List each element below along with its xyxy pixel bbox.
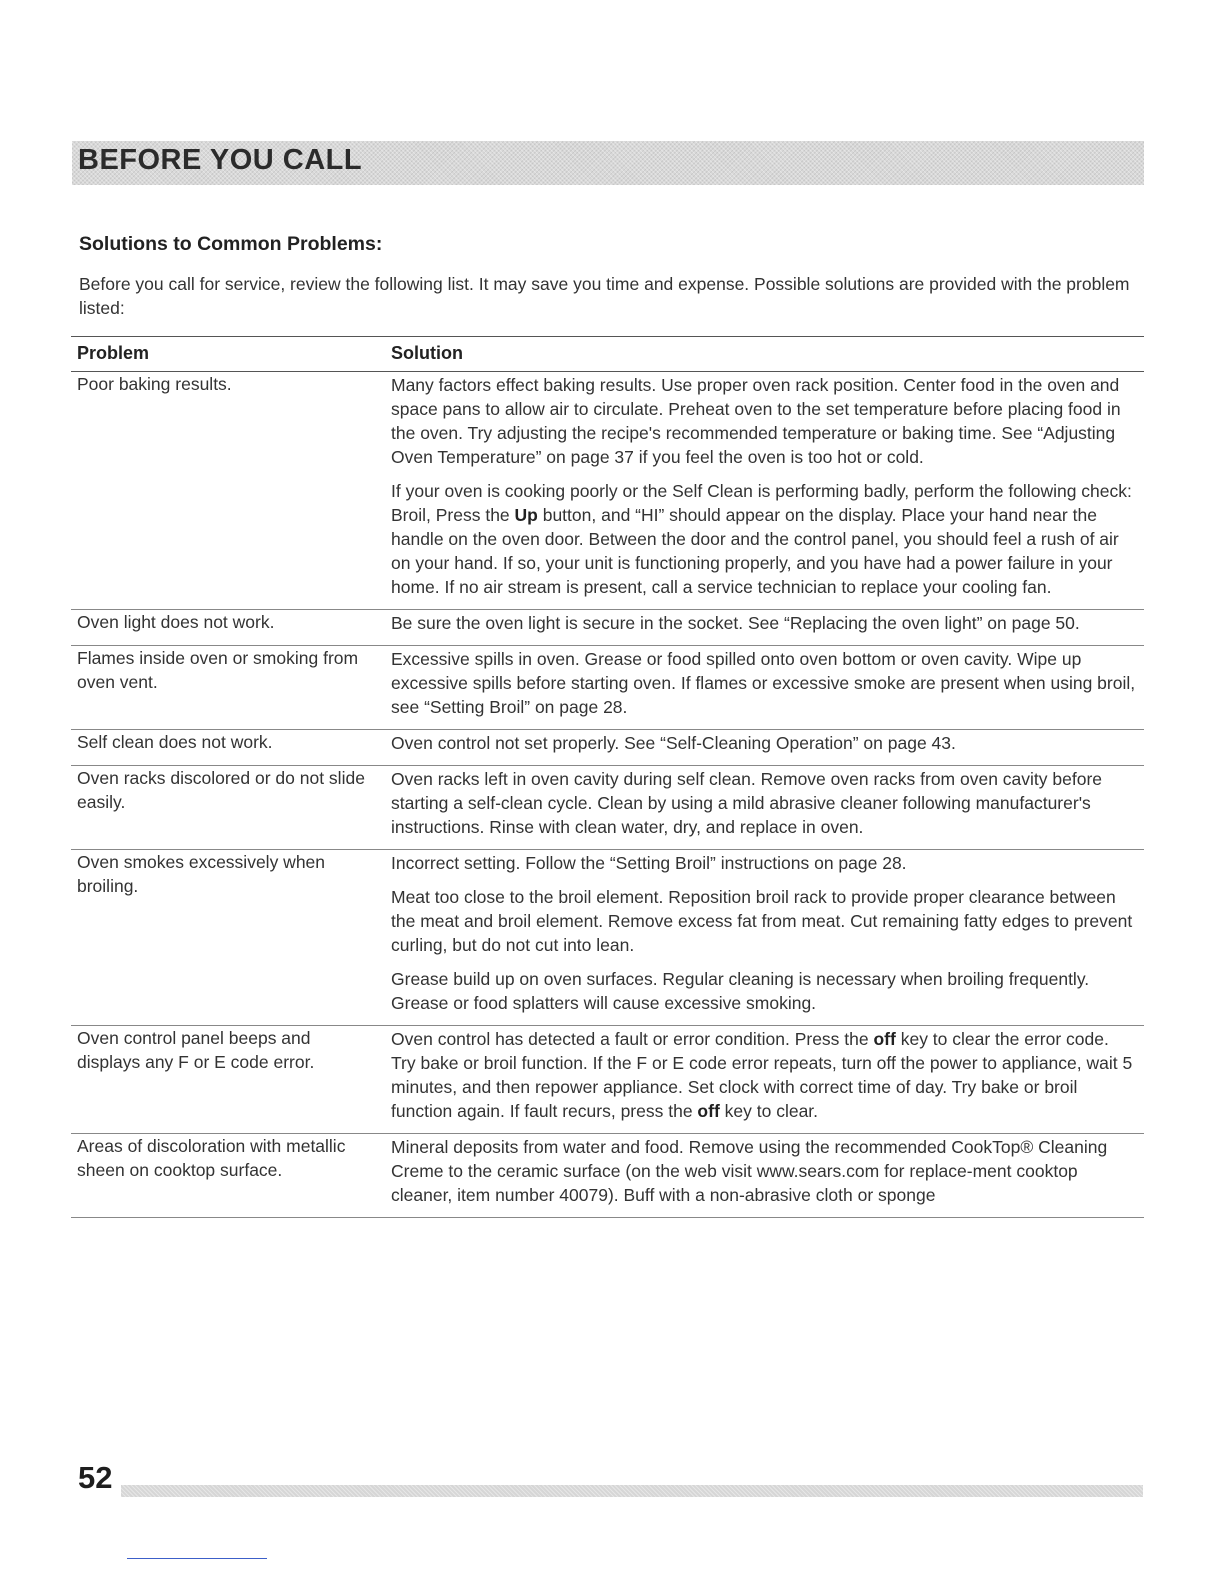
solution-cell [381, 372, 1144, 610]
solution-paragraph [391, 885, 1136, 957]
solution-paragraph [391, 767, 1136, 839]
problem-cell: Oven light does not work. [71, 610, 381, 646]
solution-text: Oven control not set properly. See “Self-Cleaning Operation” on page 43. [391, 733, 956, 753]
troubleshooting-table [71, 336, 1144, 1218]
section-heading: Solutions to Common Problems: [79, 233, 383, 255]
solution-cell [381, 1026, 1144, 1134]
solution-text: Mineral deposits from water and food. Remove using the recommended CookTop® Cleaning Creme to the ceramic surface (on the web visit www.sears.com for replace-ment cooktop cleaner, item number 40079). Buff with a non-abrasive cloth or sponge [391, 1137, 1108, 1205]
solution-paragraph [391, 851, 1136, 875]
solution-paragraph [391, 373, 1136, 469]
solution-cell [381, 646, 1144, 730]
column-header-problem: Problem [71, 337, 381, 372]
solution-text: If your oven is cooking poorly or the Self Clean is performing badly, perform the following check: Broil, Press the [391, 481, 1132, 525]
problem-cell: Oven control panel beeps and displays any F or E code error. [71, 1026, 381, 1134]
table-row [71, 646, 1144, 730]
solution-paragraph [391, 611, 1136, 635]
solution-text: Incorrect setting. Follow the “Setting Broil” instructions on page 28. [391, 853, 907, 873]
table-body [71, 372, 1144, 1218]
solution-paragraph [391, 1135, 1136, 1207]
solution-paragraph [391, 967, 1136, 1015]
page-title: BEFORE YOU CALL [78, 144, 363, 176]
problem-cell: Flames inside oven or smoking from oven vent. [71, 646, 381, 730]
solution-text: key to clear the error code. Try bake or broil function. If the F or E code error repeats, turn off the power to appliance, wait 5 minutes, and then repower appliance. Set clock with correct time of day. Try bake or broil function again. If fault recurs, press the [391, 1029, 1133, 1121]
intro-paragraph: Before you call for service, review the following list. It may save you time and expense. Possible solutions are provided with the problem listed: [79, 274, 1130, 318]
problem-cell: Self clean does not work. [71, 730, 381, 766]
problem-cell: Areas of discoloration with metallic sheen on cooktop surface. [71, 1134, 381, 1218]
table-row [71, 850, 1144, 1026]
solution-text: Oven control has detected a fault or error condition. Press the [391, 1029, 874, 1049]
problem-cell: Poor baking results. [71, 372, 381, 610]
section-header-bar [72, 141, 1144, 185]
solution-text: Grease build up on oven surfaces. Regular cleaning is necessary when broiling frequently. Grease or food splatters will cause excessive smoking. [391, 969, 1090, 1013]
solution-text: Meat too close to the broil element. Reposition broil rack to provide proper clearance between the meat and broil element. Remove excess fat from meat. Cut remaining fatty edges to prevent curling, but do not cut into lean. [391, 887, 1133, 955]
table-row [71, 1026, 1144, 1134]
solution-cell [381, 730, 1144, 766]
solution-text: Be sure the oven light is secure in the socket. See “Replacing the oven light” on page 50. [391, 613, 1080, 633]
solution-cell [381, 850, 1144, 1026]
solution-text: key to clear. [719, 1101, 819, 1121]
solution-paragraph [391, 731, 1136, 755]
column-header-solution: Solution [381, 337, 1144, 372]
solution-text: Many factors effect baking results. Use proper oven rack position. Center food in the oven and space pans to allow air to circulate. Preheat oven to the set temperature before placing food in the oven. Try adjusting the recipe's recommended temperature or baking time. See “Adjusting Oven Temperature” on page 37 if you feel the oven is too hot or cold. [391, 375, 1121, 467]
solution-text: Excessive spills in oven. Grease or food spilled onto oven bottom or oven cavity. Wipe up excessive spills before starting oven. If flames or excessive smoke are present when using broil, see “Setting Broil” on page 28. [391, 649, 1136, 717]
problem-cell: Oven smokes excessively when broiling. [71, 850, 381, 1026]
table-row [71, 610, 1144, 646]
solution-paragraph [391, 479, 1136, 599]
table-row [71, 372, 1144, 610]
solution-cell [381, 1134, 1144, 1218]
solution-text: Oven racks left in oven cavity during self clean. Remove oven racks from oven cavity before starting a self-clean cycle. Clean by using a mild abrasive cleaner following manufacturer's instructions. Rinse with clean water, dry, and replace in oven. [391, 769, 1103, 837]
problem-cell: Oven racks discolored or do not slide easily. [71, 766, 381, 850]
solution-paragraph [391, 647, 1136, 719]
table-row [71, 730, 1144, 766]
footer-bar [121, 1485, 1143, 1497]
solution-paragraph [391, 1027, 1136, 1123]
table-header-row [71, 337, 1144, 372]
bottom-rule [127, 1558, 267, 1559]
solution-cell [381, 610, 1144, 646]
key-name: off [873, 1029, 896, 1049]
table-row [71, 766, 1144, 850]
solution-cell [381, 766, 1144, 850]
solution-text: button, and “HI” should appear on the display. Place your hand near the handle on the oven door. Between the door and the control panel, you should feel a rush of air on your hand. If so, your unit is functioning properly, and you have had a power failure in your home. If no air stream is present, call a service technician to replace your cooling fan. [391, 505, 1119, 597]
page-number: 52 [78, 1460, 113, 1495]
table-row [71, 1134, 1144, 1218]
key-name: Up [514, 505, 538, 525]
key-name: off [697, 1101, 720, 1121]
